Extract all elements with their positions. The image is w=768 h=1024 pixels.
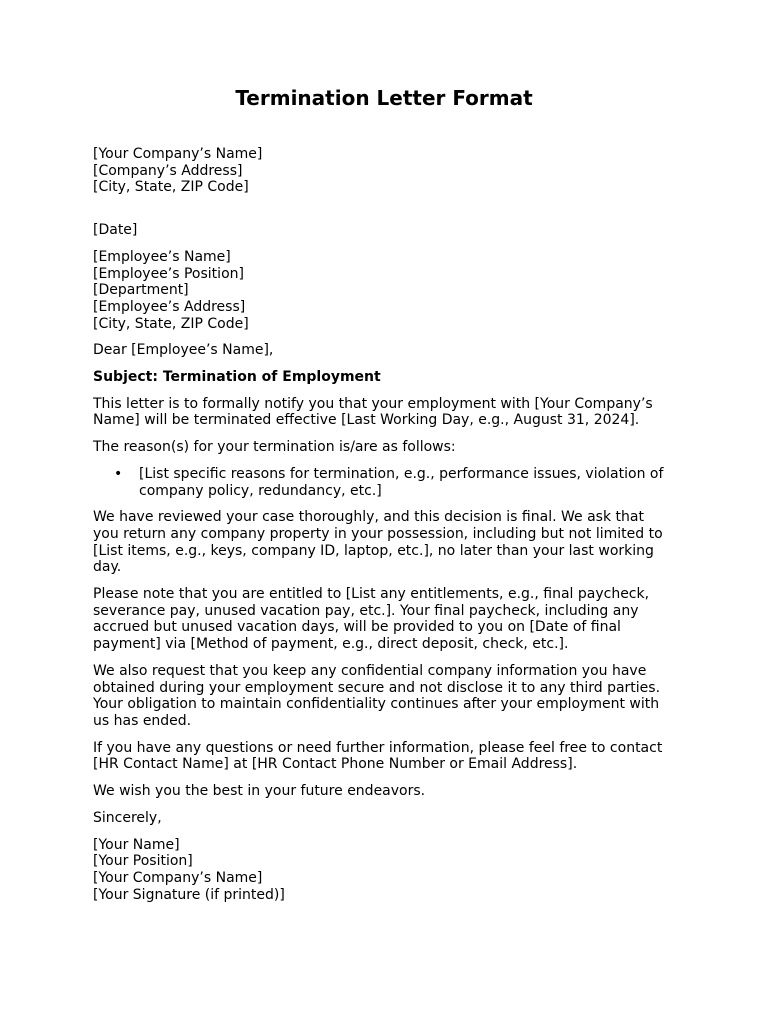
letter-date: [Date] bbox=[93, 222, 138, 239]
closing-wish: We wish you the best in your future endeavors. bbox=[93, 783, 426, 800]
recipient-department: [Department] bbox=[93, 282, 189, 299]
paragraph-line: If you have any questions or need further information, please feel free to contact bbox=[93, 739, 663, 756]
recipient-city-state-zip: [City, State, ZIP Code] bbox=[93, 315, 249, 332]
paragraph-line: Please note that you are entitled to [List any entitlements, e.g., final paycheck, bbox=[93, 586, 650, 603]
paragraph-line: [List items, e.g., keys, company ID, laptop, etc.], no later than your last working bbox=[93, 542, 654, 559]
recipient-position: [Employee’s Position] bbox=[93, 265, 244, 282]
paragraph-notice bbox=[93, 396, 693, 429]
paragraph-company-property bbox=[93, 509, 693, 576]
reasons-intro: The reason(s) for your termination is/are as follows: bbox=[93, 439, 456, 456]
subject-line: Subject: Termination of Employment bbox=[93, 369, 381, 386]
paragraph-line: you return any company property in your possession, including but not limited to bbox=[93, 525, 663, 542]
sender-block bbox=[93, 146, 693, 196]
reasons-bullet-item bbox=[93, 466, 693, 499]
bullet-line: [List specific reasons for termination, e.g., performance issues, violation of bbox=[139, 465, 664, 482]
paragraph-line: obtained during your employment secure and not disclose it to any third parties. bbox=[93, 679, 661, 696]
paragraph-line: [HR Contact Name] at [HR Contact Phone Number or Email Address]. bbox=[93, 756, 578, 773]
paragraph-line: Your obligation to maintain confidentiality continues after your employment with bbox=[93, 696, 660, 713]
signer-signature: [Your Signature (if printed)] bbox=[93, 886, 285, 903]
paragraph-line: payment] via [Method of payment, e.g., direct deposit, check, etc.]. bbox=[93, 636, 569, 653]
paragraph-confidentiality bbox=[93, 663, 693, 730]
signature-block bbox=[93, 837, 693, 904]
paragraph-line: We also request that you keep any confidential company information you have bbox=[93, 662, 647, 679]
recipient-name: [Employee’s Name] bbox=[93, 248, 231, 265]
letter-body bbox=[93, 146, 693, 913]
recipient-block bbox=[93, 249, 693, 333]
document-title: Termination Letter Format bbox=[235, 86, 533, 110]
paragraph-line: Name] will be terminated effective [Last Working Day, e.g., August 31, 2024]. bbox=[93, 412, 640, 429]
bullet-marker: • bbox=[114, 465, 123, 482]
signer-name: [Your Name] bbox=[93, 836, 180, 853]
paragraph-line: This letter is to formally notify you that your employment with [Your Company’s bbox=[93, 395, 653, 412]
paragraph-line: severance pay, unused vacation pay, etc.]. Your final paycheck, including any bbox=[93, 602, 639, 619]
sign-off: Sincerely, bbox=[93, 809, 162, 826]
paragraph-contact bbox=[93, 740, 693, 773]
paragraph-entitlements bbox=[93, 586, 693, 653]
paragraph-line: day. bbox=[93, 559, 122, 576]
sender-city-state-zip: [City, State, ZIP Code] bbox=[93, 179, 249, 196]
paragraph-line: We have reviewed your case thoroughly, and this decision is final. We ask that bbox=[93, 509, 644, 526]
recipient-address: [Employee’s Address] bbox=[93, 298, 246, 315]
paragraph-line: us has ended. bbox=[93, 712, 192, 729]
signer-position: [Your Position] bbox=[93, 853, 193, 870]
salutation: Dear [Employee’s Name], bbox=[93, 342, 274, 359]
sender-company-address: [Company’s Address] bbox=[93, 162, 243, 179]
paragraph-line: accrued but unused vacation days, will be provided to you on [Date of final bbox=[93, 619, 621, 636]
sender-company-name: [Your Company’s Name] bbox=[93, 146, 263, 162]
signer-company-name: [Your Company’s Name] bbox=[93, 869, 263, 886]
bullet-line: company policy, redundancy, etc.] bbox=[139, 482, 382, 499]
